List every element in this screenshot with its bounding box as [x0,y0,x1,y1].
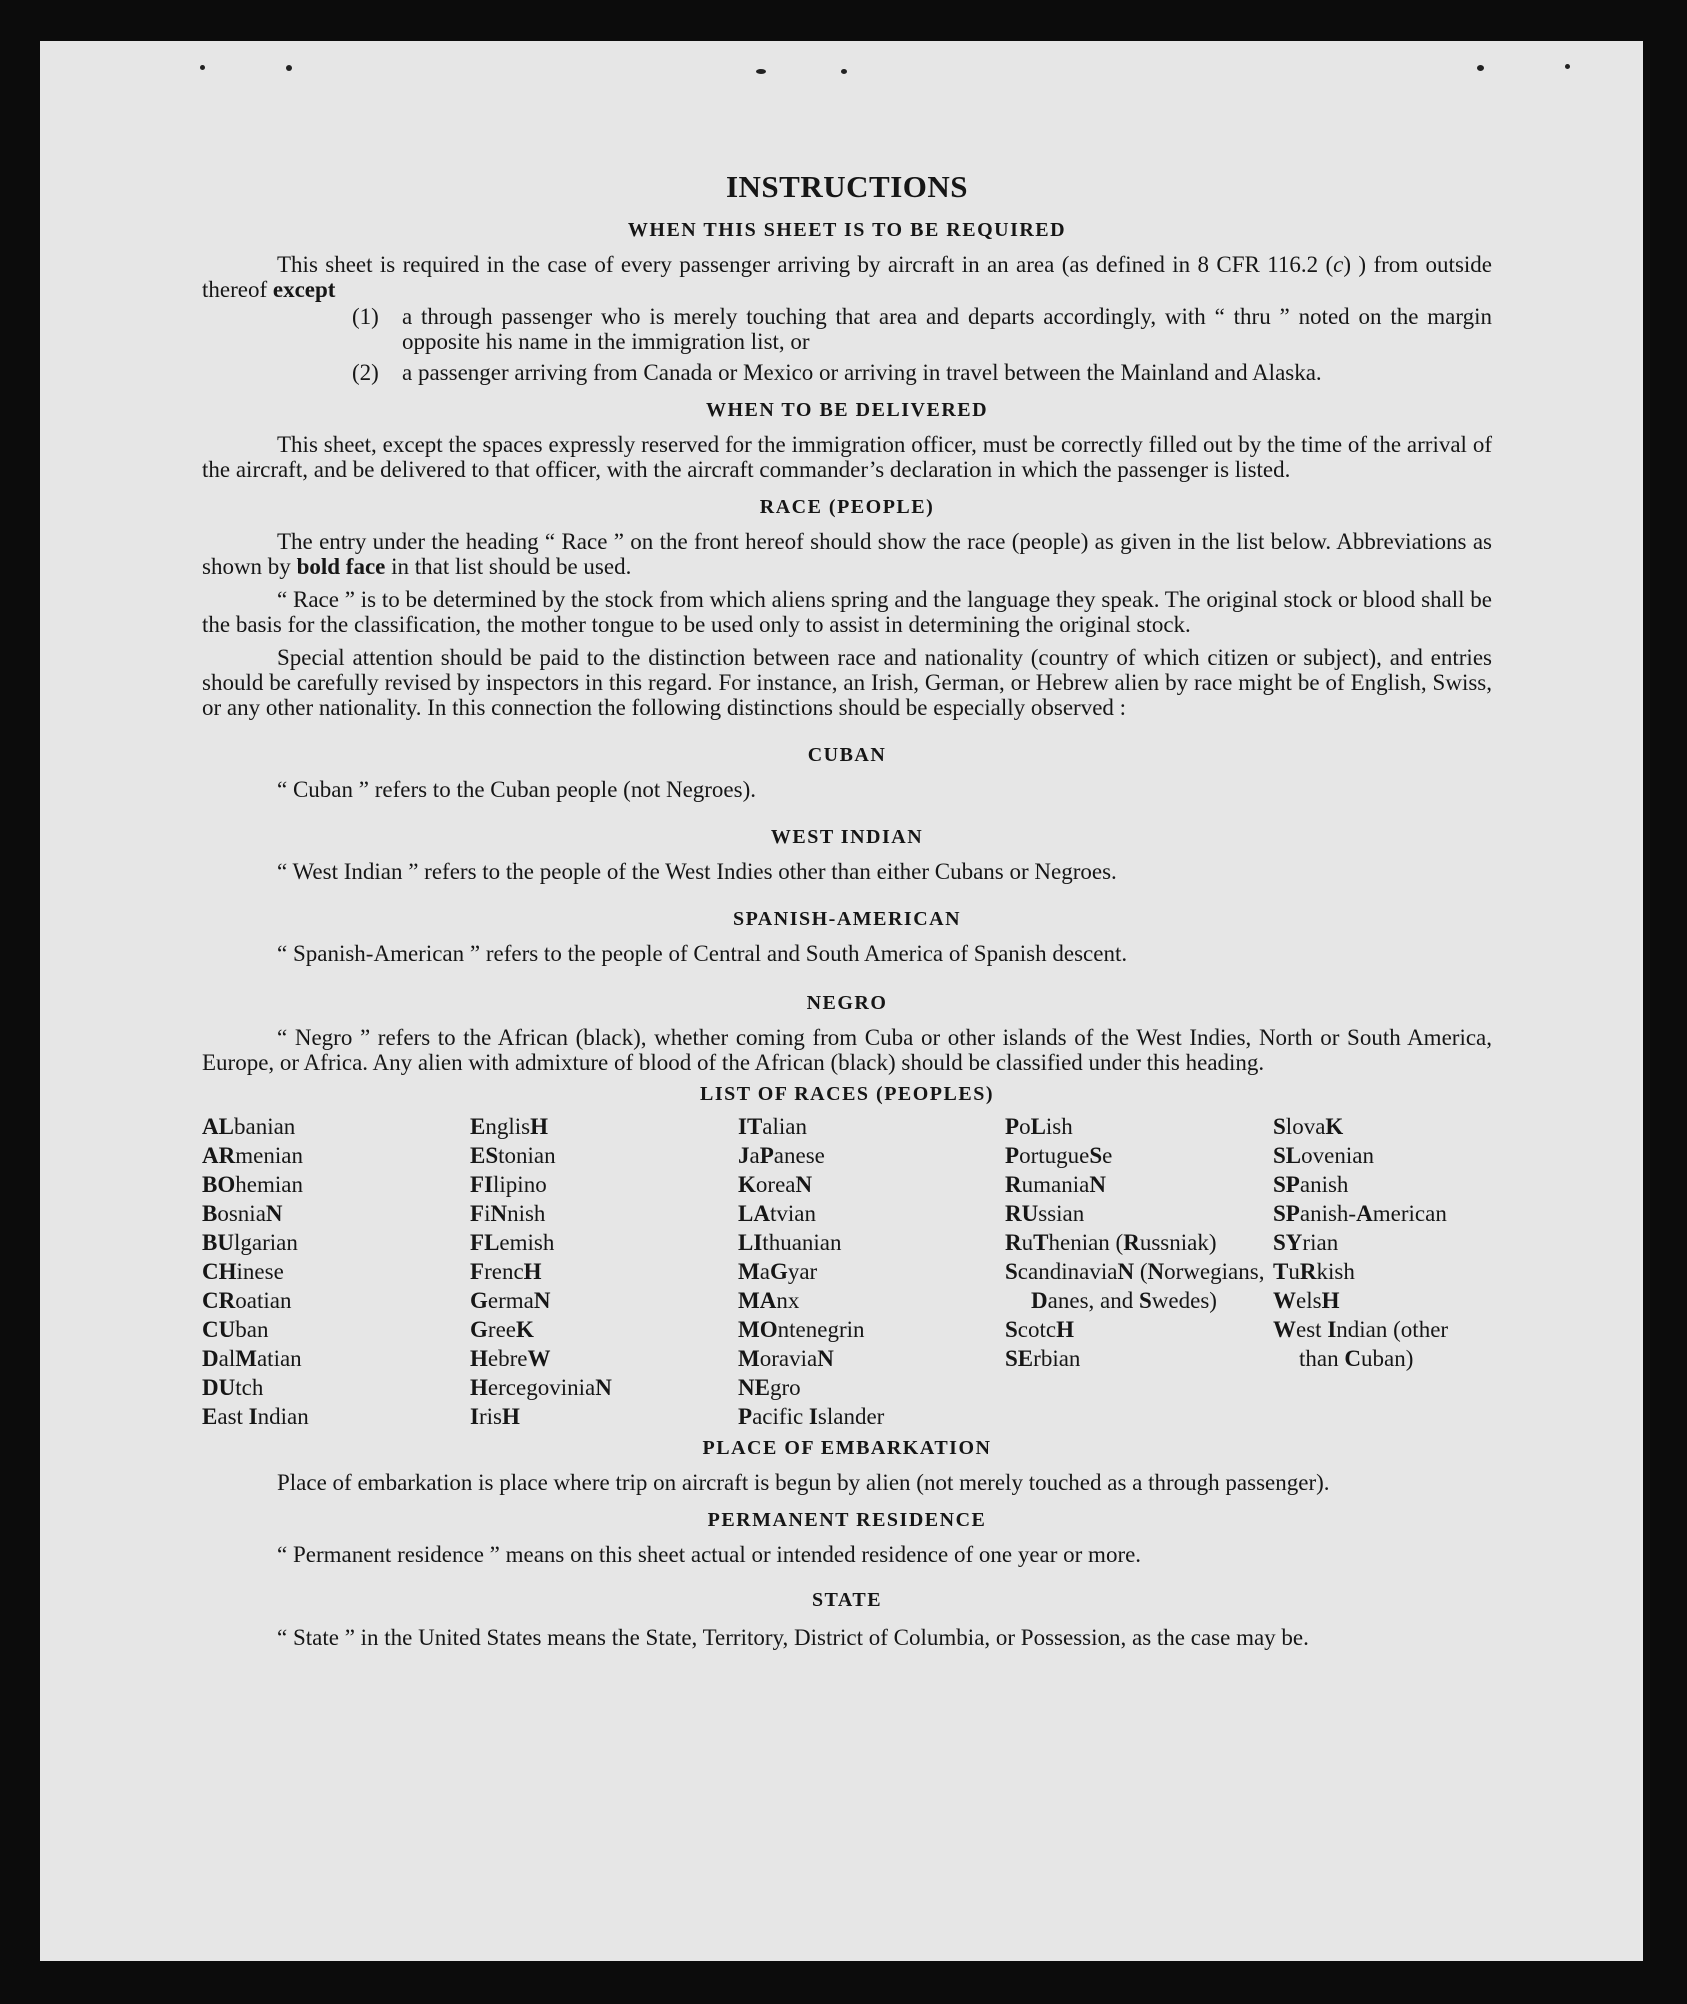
race-item: CRoatian [202,1288,292,1313]
race-item: MoraviaN [738,1346,834,1371]
race-item: LIthuanian [738,1230,842,1255]
race-item: DalMatian [202,1346,302,1371]
instructions-body [202,169,1492,1653]
races-column [202,1112,470,1431]
list-item [352,360,1492,385]
race-item: BUlgarian [202,1230,298,1255]
paragraph-west-indian: “ West Indian ” refers to the people of the West Indies other than either Cubans or Negroes. [277,859,1117,884]
race-item: PortugueSe [1005,1143,1113,1168]
text-run: in that list should be used. [385,554,632,579]
page-title: INSTRUCTIONS [725,169,968,204]
race-item: West Indian (other than Cuban) [1273,1317,1449,1371]
race-item: MaGyar [738,1259,818,1284]
race-item: GermaN [470,1288,551,1313]
text-run: ) ) from outside thereof [202,252,1492,302]
race-item: RUssian [1005,1201,1085,1226]
section-heading-race: RACE (PEOPLE) [759,496,935,518]
section-heading-delivered: WHEN TO BE DELIVERED [705,399,989,421]
section-heading-races: LIST OF RACES (PEOPLES) [699,1083,994,1105]
text-run: The entry under the heading “ Race ” on the front hereof should show the race (people) as given in the list below. Abbreviations as shown by [202,529,1492,579]
race-item: HebreW [470,1346,551,1371]
paragraph-race-3: Special attention should be paid to the distinction between race and nationality (country of which citizen or subject), and entries should be carefully revised by inspectors in this regard. For instance, an Irish, German, or Hebrew alien by race might be of English, Swiss, or any other nationality. In this connection the following distinctions should be especially observed : [202,645,1492,720]
paragraph-state: “ State ” in the United States means the State, Territory, District of Columbia, or Possession, as the case may be. [277,1625,1309,1650]
race-item: FrencH [470,1259,542,1284]
race-item: Pacific Islander [738,1404,885,1429]
race-item: EnglisH [470,1114,548,1139]
section-heading-required: WHEN THIS SHEET IS TO BE REQUIRED [627,219,1067,241]
spacer [202,637,1492,645]
race-item: SErbian [1005,1346,1081,1371]
race-item: IrisH [470,1404,520,1429]
race-item: TuRkish [1273,1259,1355,1284]
race-item: ARmenian [202,1143,303,1168]
speck-mark [1477,65,1484,71]
race-item: BosniaN [202,1201,283,1226]
race-item: LAtvian [738,1201,816,1226]
race-item: JaPanese [738,1143,825,1168]
bold-run: bold face [296,554,386,579]
race-item: CHinese [202,1259,284,1284]
section-heading-residence: PERMANENT RESIDENCE [707,1509,987,1531]
item-number: (2) [352,360,379,385]
race-item: FLemish [470,1230,555,1255]
race-item: EStonian [470,1143,556,1168]
item-number: (1) [352,304,379,329]
race-item: East Indian [202,1404,309,1429]
list-item [352,304,1492,354]
race-item: CUban [202,1317,269,1342]
race-item: BOhemian [202,1172,303,1197]
italic-run: c [1333,252,1344,277]
race-item: ALbanian [202,1114,296,1139]
race-item: ScotcH [1005,1317,1075,1342]
races-column [1005,1112,1273,1431]
race-item: MAnx [738,1288,800,1313]
race-item: GreeK [470,1317,534,1342]
race-item: MOntenegrin [738,1317,865,1342]
text-run: This sheet is required in the case of every passenger arriving by aircraft in an area (as defined in 8 CFR 116.2 ( [277,252,1334,277]
race-item: SLovenian [1273,1143,1374,1168]
races-column [470,1112,738,1431]
bold-run: except [272,277,336,302]
speck-mark [1565,64,1570,69]
race-item: RumaniaN [1005,1172,1106,1197]
race-item: SYrian [1273,1230,1339,1255]
race-item: FiNnish [470,1201,546,1226]
item-text: a through passenger who is merely touching that area and departs accordingly, with “ thru ” noted on the margin opposite his name in the immigration list, or [402,304,1492,354]
paragraph-residence: “ Permanent residence ” means on this sheet actual or intended residence of one year or more. [277,1542,1142,1567]
paragraph-race-2: “ Race ” is to be determined by the stock from which aliens spring and the language they speak. The original stock or blood shall be the basis for the classification, the mother tongue to be used only to assist in determining the original stock. [202,587,1492,637]
race-item: SPanish-American [1273,1201,1447,1226]
speck-mark [841,69,847,74]
paragraph-required [202,252,1492,302]
race-item: SlovaK [1273,1114,1344,1139]
document-page [40,41,1643,1961]
race-item: ScandinaviaN (Norwegians, Danes, and Swedes) [1005,1259,1265,1313]
race-item: KoreaN [738,1172,813,1197]
race-item: NEgro [738,1375,801,1400]
section-heading-spanish-american: SPANISH-AMERICAN [732,908,962,930]
paragraph-cuban: “ Cuban ” refers to the Cuban people (not Negroes). [277,777,757,802]
paragraph-race-1 [202,529,1492,579]
section-heading-state: STATE [811,1589,883,1611]
race-item: WelsH [1273,1288,1340,1313]
races-list [202,1112,1492,1431]
spacer [202,579,1492,587]
item-text: a passenger arriving from Canada or Mexico or arriving in travel between the Mainland and Alaska. [402,360,1322,385]
races-column [1273,1112,1492,1431]
race-item: PoLish [1005,1114,1073,1139]
paragraph-delivered: This sheet, except the spaces expressly reserved for the immigration officer, must be correctly filled out by the time of the arrival of the aircraft, and be delivered to that officer, with the aircraft commander’s declaration in which the passenger is listed. [202,432,1492,482]
race-item: DUtch [202,1375,264,1400]
race-item: ITalian [738,1114,808,1139]
section-heading-embarkation: PLACE OF EMBARKATION [702,1437,992,1459]
race-item: FIlipino [470,1172,547,1197]
paragraph-spanish-american: “ Spanish-American ” refers to the people of Central and South America of Spanish descent. [277,941,1128,966]
section-heading-cuban: CUBAN [807,744,887,766]
speck-mark [200,65,205,70]
speck-mark [286,65,292,71]
race-item: SPanish [1273,1172,1349,1197]
paragraph-embarkation: Place of embarkation is place where trip on aircraft is begun by alien (not merely touched as a through passenger). [277,1470,1330,1495]
section-heading-west-indian: WEST INDIAN [770,826,924,848]
paragraph-negro: “ Negro ” refers to the African (black), whether coming from Cuba or other islands of the West Indies, North or South America, Europe, or Africa. Any alien with admixture of blood of the African (black) should be classified under this heading. [202,1025,1492,1075]
speck-mark [756,69,766,74]
races-column [738,1112,1005,1431]
race-item: RuThenian (Russniak) [1005,1230,1217,1255]
race-item: HercegoviniaN [470,1375,612,1400]
section-heading-negro: NEGRO [806,992,888,1014]
